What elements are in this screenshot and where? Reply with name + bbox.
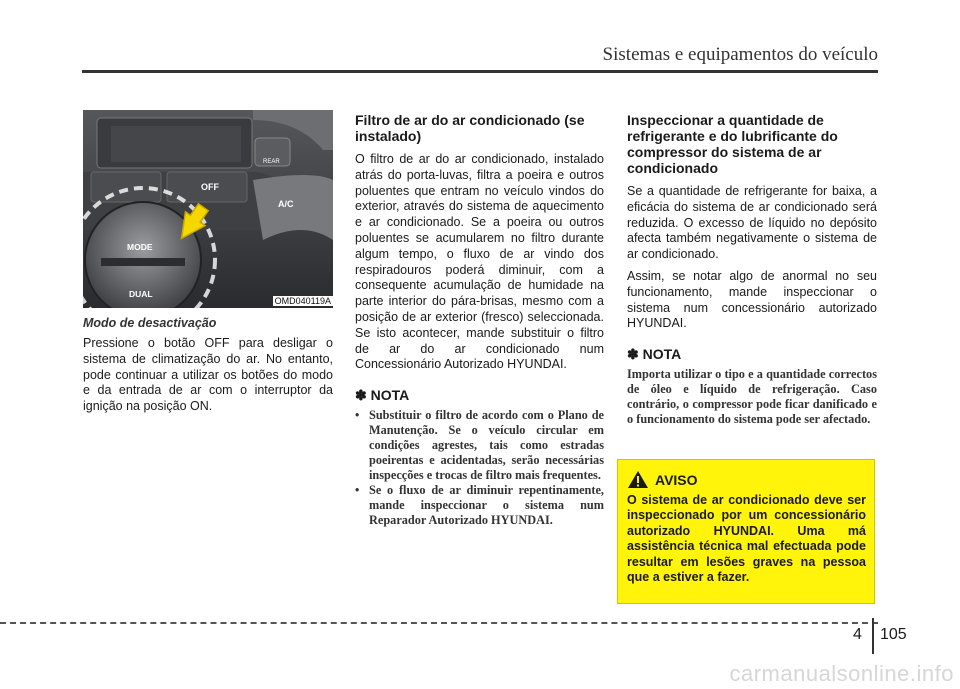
column-2 [355,110,604,528]
nota-title: ✽ NOTA [355,387,410,404]
figure-caption: Modo de desactivação [83,316,217,330]
header-rule [82,70,878,73]
mode-label: MODE [127,242,153,252]
climate-control-photo [83,110,333,308]
refrigerant-paragraph-1: Se a quantidade de refrigerante for baixa, a eficácia do sistema de ar condicionado será reduzida. O excesso de líquido no depósito afecta também negativamente o sistema de ar condicionado. [627,184,877,262]
footer-rule [0,622,878,624]
page-number: 105 [880,626,907,643]
filter-section-heading: Filtro de ar do ar condicionado (se instalado) [355,112,585,144]
nota-title: ✽ NOTA [627,346,682,363]
chapter-number: 4 [853,626,862,643]
page-header-title: Sistemas e equipamentos do veículo [602,44,878,65]
warning-text: O sistema de ar condicionado deve ser inspeccionado por um concessionário autorizado HYUNDAI. Uma má assistência técnica mal efectuada pode resultar em lesões graves na pessoa que a estiver a fazer. [627,493,866,585]
nota-item: • Substituir o filtro de acordo com o Plano de Manutenção. Se o veículo circular em condições agrestes, tais como estradas poeirentas e acidentadas, serão necessárias inspecções e trocas de filtro mais frequentes. [355,408,604,483]
climate-panel-illustration [83,110,333,308]
warning-title: AVISO [655,471,698,488]
footer-divider [872,618,874,654]
nota-item: • Se o fluxo de ar diminuir repentinamente, mande inspeccionar o sistema num Reparador Autorizado HYUNDAI. [355,483,604,528]
warning-header [627,470,866,489]
rear-label: REAR [263,159,280,165]
ac-button-label: A/C [278,199,294,209]
image-code: OMD040119A [274,296,331,306]
refrigerant-paragraph-2: Assim, se notar algo de anormal no seu funcionamento, mande inspeccionar o sistema num concessionário autorizado HYUNDAI. [627,268,877,331]
warning-box [617,459,875,604]
column-3 [627,110,877,427]
filter-paragraph: O filtro de ar do ar condicionado, instalado atrás do porta-luvas, filtra a poeira e outros poluentes que entram no veículo vindos do exterior, através do sistema de aquecimento e ar condicionado. Se a poeira ou outros poluentes se acumularem no filtro durante algum tempo, o fluxo de ar vindo dos respiradouros poderá diminuir, com a consequente acumulação de humidade na parte interior do pára-brisas, mesmo com a posição de ar exterior (fresco) seleccionada. Se isto acontecer, mande substituir o filtro de ar do ar condicionado num Concessionário Autorizado HYUNDAI. [355,152,604,372]
off-mode-paragraph: Pressione o botão OFF para desligar o sistema de climatização do ar. No entanto, pode continuar a utilizar os botões do modo e da entrada de ar com o interruptor da ignição na posição ON. [83,336,333,414]
nota-list [355,408,604,528]
column-1 [83,110,333,421]
nota-text: Importa utilizar o tipo e a quantidade correctos de óleo e líquido de refrigeração. Caso contrário, o compressor pode ficar danificado e o funcionamento do sistema pode ser afectado. [627,367,877,427]
warning-triangle-icon [627,470,649,489]
off-button-label: OFF [201,182,219,192]
refrigerant-section-heading: Inspeccionar a quantidade de refrigerante e do lubrificante do compressor do sistema de ar condicionado [627,112,838,176]
dual-label: DUAL [129,289,153,299]
watermark: carmanualsonline.info [729,661,954,686]
